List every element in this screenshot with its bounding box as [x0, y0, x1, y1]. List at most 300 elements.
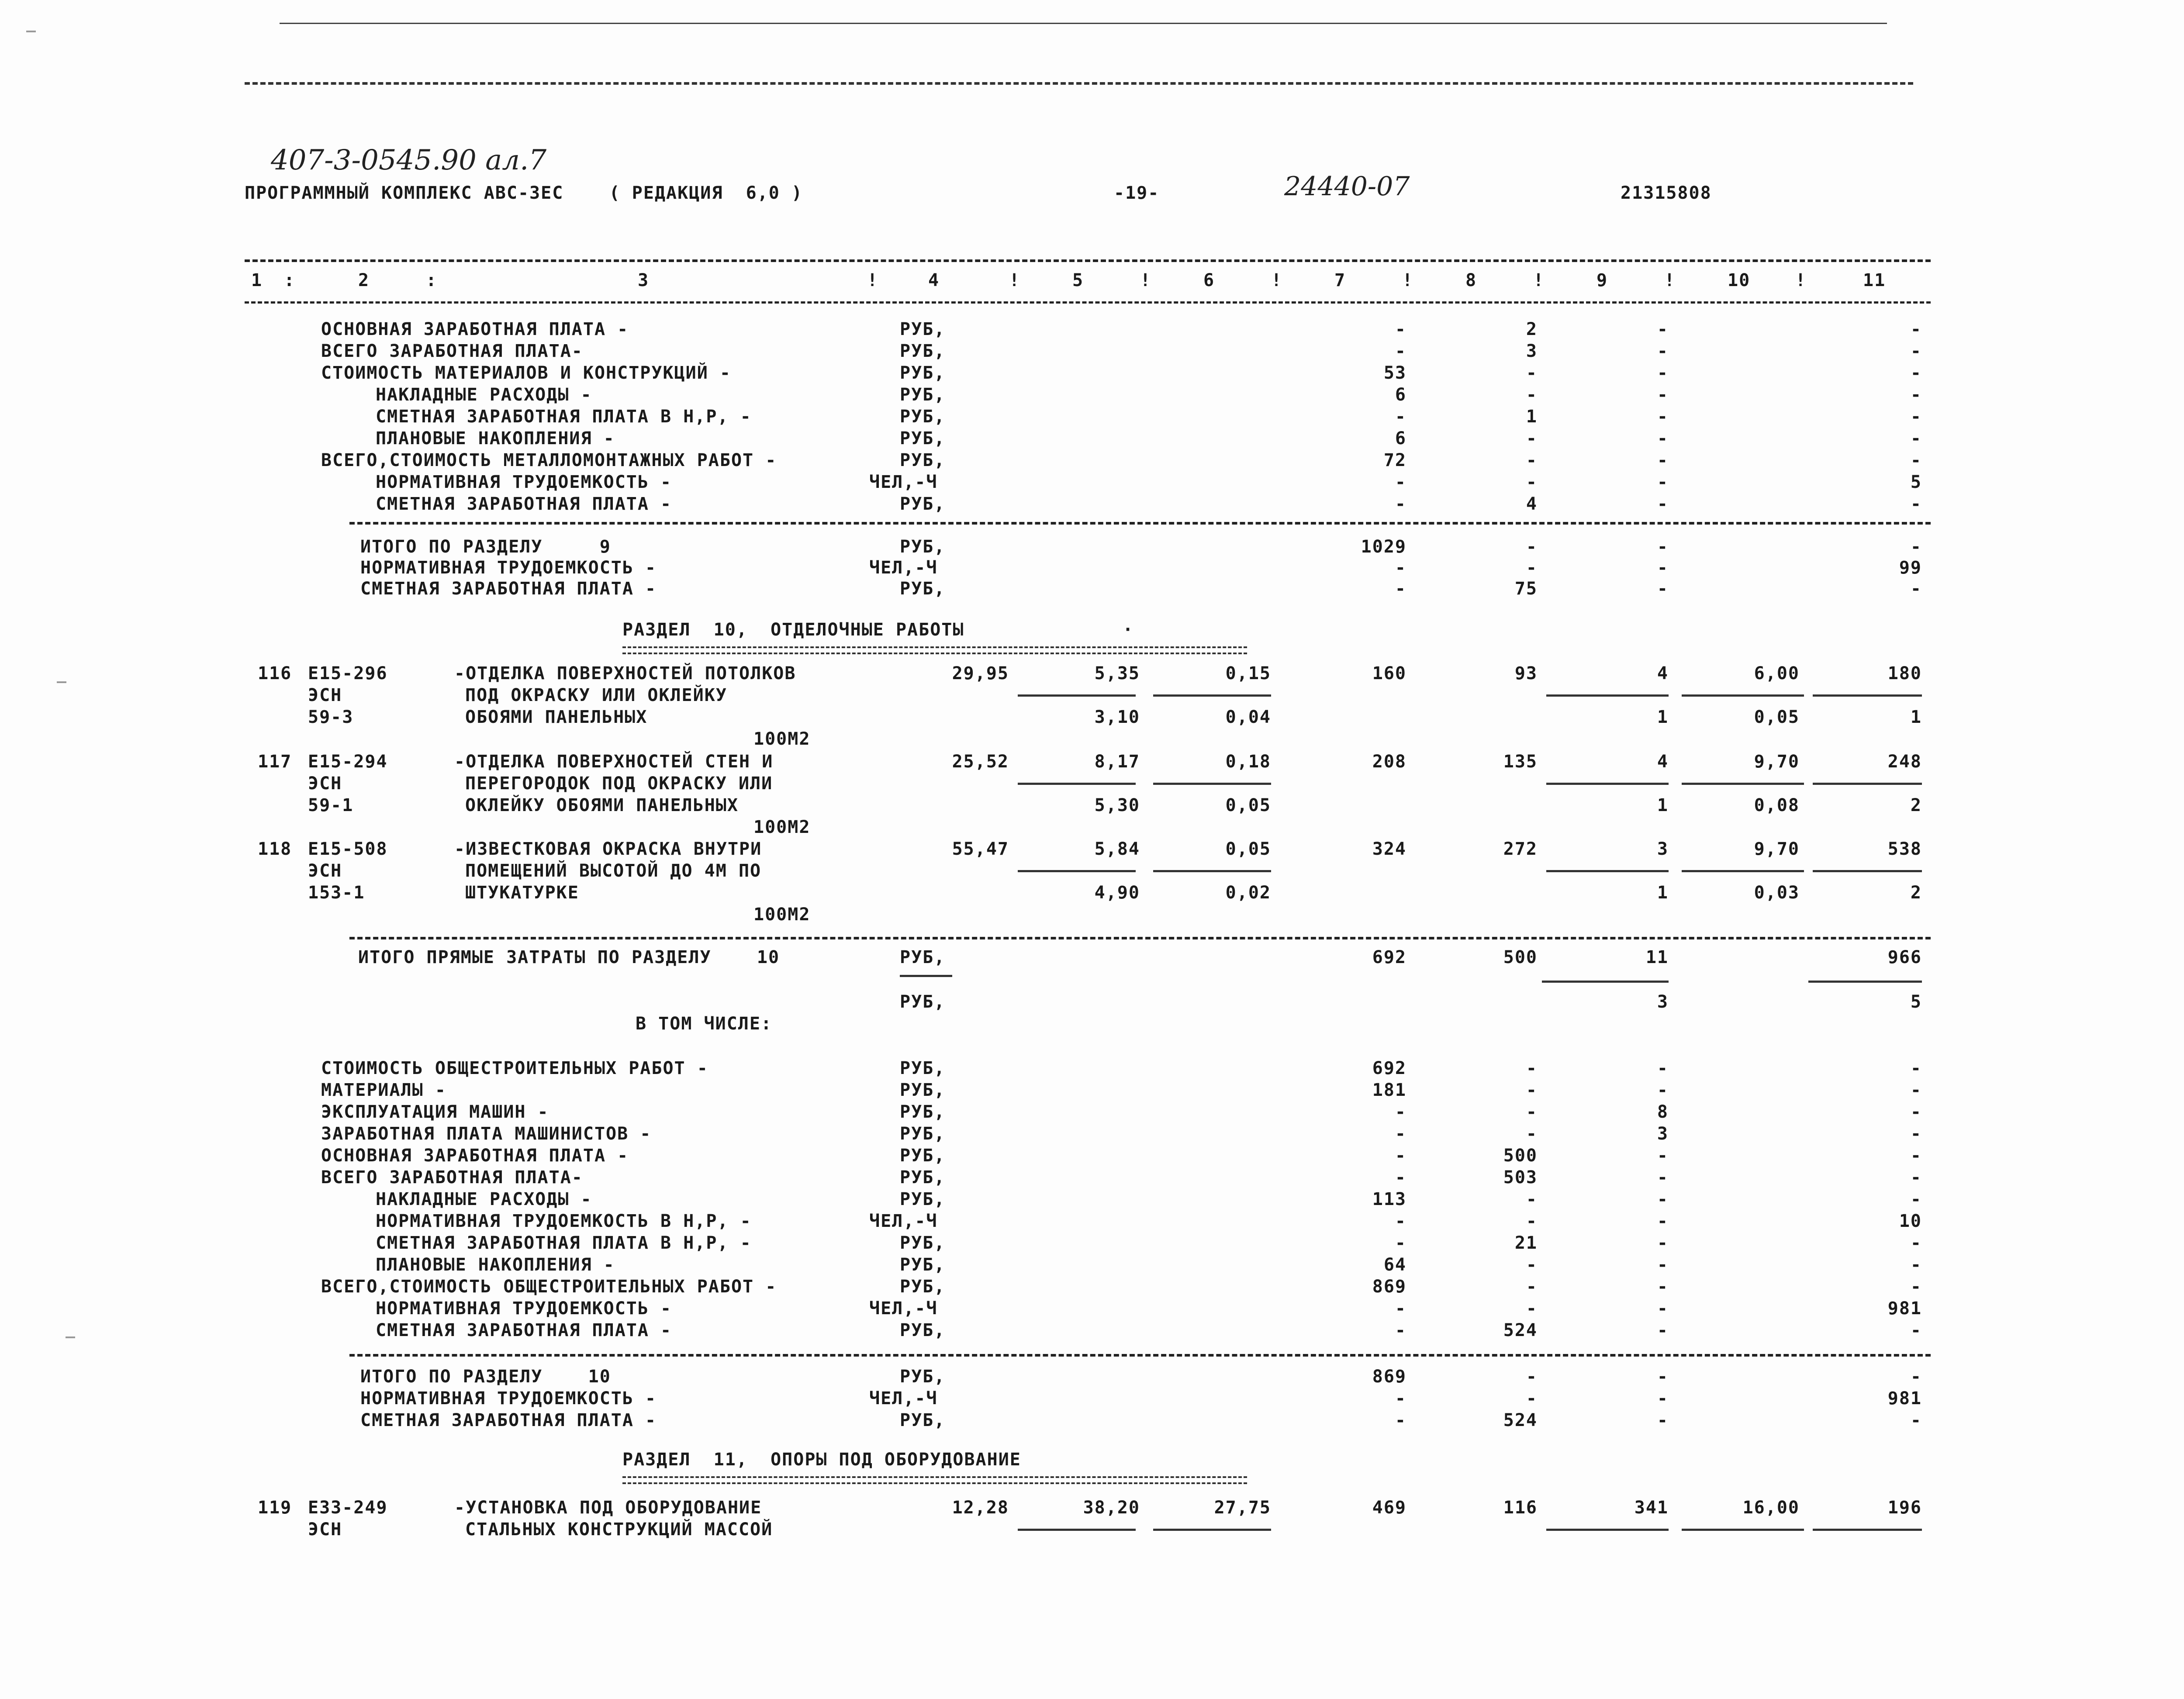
- item-description-2: ПОД ОКРАСКУ ИЛИ ОКЛЕЙКУ: [465, 685, 727, 705]
- row-label: ЭКСПЛУАТАЦИЯ МАШИН -: [321, 1102, 549, 1122]
- cell-underline: [1018, 1529, 1136, 1531]
- col-num-8: 8: [1465, 270, 1477, 290]
- col-sep: :: [426, 270, 438, 290]
- cell-underline: [1018, 783, 1136, 785]
- item-measure-unit: 100М2: [753, 905, 811, 925]
- cell-underline: [1153, 1529, 1271, 1531]
- item-number: 117: [258, 752, 292, 772]
- row-col9: -: [1657, 450, 1669, 470]
- item-description-3: ОБОЯМИ ПАНЕЛЬНЫХ: [465, 707, 648, 727]
- item-code-esn: ЭСН: [308, 774, 342, 794]
- item-col10-sub: 0,08: [1754, 795, 1800, 815]
- col-sep: !: [1795, 270, 1807, 290]
- item-code-ref: 59-3: [308, 707, 354, 727]
- row-col7: -: [1395, 472, 1406, 492]
- row-col9: -: [1657, 1233, 1669, 1253]
- row-col8: -: [1526, 472, 1538, 492]
- direct-costs-c11b: 5: [1910, 992, 1922, 1012]
- row-unit: РУБ,: [900, 363, 946, 383]
- item-description: -ИЗВЕСТКОВАЯ ОКРАСКА ВНУТРИ: [454, 839, 762, 859]
- row-col8: -: [1526, 1277, 1538, 1297]
- row-col8: -: [1526, 1367, 1538, 1387]
- item-col6-sub: 0,02: [1225, 883, 1271, 903]
- col-num-1: 1: [251, 270, 263, 290]
- item-col5: 5,84: [1094, 839, 1140, 859]
- cell-underline: [1682, 1529, 1804, 1531]
- item-col7: 324: [1372, 839, 1406, 859]
- row-col9: -: [1657, 385, 1669, 405]
- item-col11: 196: [1887, 1498, 1922, 1518]
- row-label: НОРМАТИВНАЯ ТРУДОЕМКОСТЬ -: [360, 558, 657, 578]
- item-col10-sub: 0,05: [1754, 707, 1800, 727]
- row-unit: РУБ,: [900, 428, 946, 449]
- row-col11: -: [1910, 1080, 1922, 1100]
- row-col11: -: [1910, 1255, 1922, 1275]
- row-col7: 6: [1395, 385, 1406, 405]
- row-col7: -: [1395, 319, 1406, 339]
- row-col7: -: [1395, 1102, 1406, 1122]
- item-col6-sub: 0,05: [1225, 795, 1271, 815]
- row-col8: -: [1526, 1255, 1538, 1275]
- row-label: НОРМАТИВНАЯ ТРУДОЕМКОСТЬ -: [360, 1388, 657, 1409]
- row-col11: 5: [1910, 472, 1922, 492]
- row-unit: РУБ,: [900, 385, 946, 405]
- row-col9: -: [1657, 341, 1669, 361]
- row-col8: 1: [1526, 407, 1538, 427]
- row-col9: -: [1657, 579, 1669, 599]
- row-col11: -: [1910, 1124, 1922, 1144]
- cell-underline: [1153, 870, 1271, 872]
- row-unit: РУБ,: [900, 1277, 946, 1297]
- row-col11: -: [1910, 494, 1922, 514]
- direct-costs-c11: 966: [1887, 947, 1922, 967]
- table-top-rule: [245, 259, 1931, 262]
- item-col5: 8,17: [1094, 752, 1140, 772]
- row-col7: -: [1395, 1320, 1406, 1340]
- row-label: ИТОГО ПО РАЗДЕЛУ 10: [360, 1367, 611, 1387]
- row-col9: 8: [1657, 1102, 1669, 1122]
- row-label: СМЕТНАЯ ЗАРАБОТНАЯ ПЛАТА В Н,Р, -: [376, 1233, 752, 1253]
- col-num-5: 5: [1072, 270, 1084, 290]
- row-label: МАТЕРИАЛЫ -: [321, 1080, 446, 1100]
- row-label: НОРМАТИВНАЯ ТРУДОЕМКОСТЬ -: [376, 472, 672, 492]
- item-col11-sub: 2: [1910, 795, 1922, 815]
- item-col10: 9,70: [1754, 752, 1800, 772]
- item-col4: 25,52: [952, 752, 1009, 772]
- row-col11: 99: [1899, 558, 1922, 578]
- section10-title-underline-2: [622, 653, 1247, 654]
- row-col7: 6: [1395, 428, 1406, 449]
- row-col11: -: [1910, 1320, 1922, 1340]
- item-col9-sub: 1: [1657, 795, 1669, 815]
- row-label: ИТОГО ПО РАЗДЕЛУ 9: [360, 537, 611, 557]
- section11-title: РАЗДЕЛ 11, ОПОРЫ ПОД ОБОРУДОВАНИЕ: [622, 1450, 1021, 1470]
- scan-mark: [57, 681, 66, 683]
- row-col9: -: [1657, 1146, 1669, 1166]
- item-number: 119: [258, 1498, 292, 1518]
- row-unit: РУБ,: [900, 1058, 946, 1078]
- row-col11: -: [1910, 1233, 1922, 1253]
- row-col7: 72: [1383, 450, 1406, 470]
- row-col11: -: [1910, 579, 1922, 599]
- row-col11: -: [1910, 319, 1922, 339]
- col-num-3: 3: [638, 270, 650, 290]
- row-label: НАКЛАДНЫЕ РАСХОДЫ -: [376, 385, 592, 405]
- row-col7: -: [1395, 1388, 1406, 1409]
- row-col7: 64: [1383, 1255, 1406, 1275]
- col-num-9: 9: [1597, 270, 1608, 290]
- cell-underline: [1018, 694, 1136, 697]
- row-col11: -: [1910, 428, 1922, 449]
- row-unit: РУБ,: [900, 1080, 946, 1100]
- section10-title-underline: [622, 646, 1247, 648]
- cell-underline: [1813, 783, 1922, 785]
- item-description-3: ШТУКАТУРКЕ: [465, 883, 579, 903]
- row-col11: -: [1910, 385, 1922, 405]
- item-description-2: СТАЛЬНЫХ КОНСТРУКЦИЙ МАССОЙ: [465, 1519, 773, 1540]
- item-code-ref: 59-1: [308, 795, 354, 815]
- row-col8: 524: [1503, 1410, 1538, 1430]
- item-col9: 341: [1634, 1498, 1669, 1518]
- row-col8: -: [1526, 1298, 1538, 1319]
- handwritten-doc-number: 407-3-0545.90 ал.7: [271, 144, 547, 176]
- row-label: СТОИМОСТЬ МАТЕРИАЛОВ И КОНСТРУКЦИЙ -: [321, 363, 731, 383]
- item-col5-sub: 4,90: [1094, 883, 1140, 903]
- row-label: СМЕТНАЯ ЗАРАБОТНАЯ ПЛАТА -: [376, 494, 672, 514]
- item-col5: 38,20: [1083, 1498, 1140, 1518]
- item-col5: 5,35: [1094, 663, 1140, 684]
- row-label: СМЕТНАЯ ЗАРАБОТНАЯ ПЛАТА -: [360, 1410, 657, 1430]
- row-col7: -: [1395, 1410, 1406, 1430]
- direct-costs-c9: 11: [1645, 947, 1669, 967]
- row-col9: -: [1657, 428, 1669, 449]
- item-col7: 160: [1372, 663, 1406, 684]
- row-col11: -: [1910, 1410, 1922, 1430]
- col-num-10: 10: [1728, 270, 1751, 290]
- cell-underline: [1682, 870, 1804, 872]
- document-number: 21315808: [1621, 183, 1712, 203]
- item-col8: 116: [1503, 1498, 1538, 1518]
- col-num-4: 4: [928, 270, 940, 290]
- item-code-esn: ЭСН: [308, 1519, 342, 1540]
- row-col8: -: [1526, 537, 1538, 557]
- row-col8: 3: [1526, 341, 1538, 361]
- direct-costs-c9b: 3: [1657, 992, 1669, 1012]
- row-col8: -: [1526, 385, 1538, 405]
- row-col11: -: [1910, 363, 1922, 383]
- top-rule: [280, 23, 1887, 24]
- row-col8: -: [1526, 1102, 1538, 1122]
- col-sep: :: [284, 270, 296, 290]
- row-col8: 75: [1514, 579, 1538, 599]
- item-col6: 0,05: [1225, 839, 1271, 859]
- row-unit: РУБ,: [900, 1124, 946, 1144]
- item-col7: 469: [1372, 1498, 1406, 1518]
- row-col11: -: [1910, 1102, 1922, 1122]
- row-col9: -: [1657, 494, 1669, 514]
- page-number: -19-: [1114, 183, 1160, 203]
- row-col8: 500: [1503, 1146, 1538, 1166]
- item-description: -УСТАНОВКА ПОД ОБОРУДОВАНИЕ: [454, 1498, 762, 1518]
- row-label: НАКЛАДНЫЕ РАСХОДЫ -: [376, 1189, 592, 1209]
- row-unit: ЧЕЛ,-Ч: [869, 558, 938, 578]
- row-col11: -: [1910, 1146, 1922, 1166]
- item-col10: 9,70: [1754, 839, 1800, 859]
- item-col4: 29,95: [952, 663, 1009, 684]
- section11-title-underline-2: [622, 1482, 1247, 1484]
- item-col10: 16,00: [1742, 1498, 1800, 1518]
- row-col7: -: [1395, 1233, 1406, 1253]
- row-col8: -: [1526, 363, 1538, 383]
- perforation-row: [245, 82, 1913, 85]
- item-code-ref: 153-1: [308, 883, 365, 903]
- row-col9: -: [1657, 1058, 1669, 1078]
- row-col9: 3: [1657, 1124, 1669, 1144]
- item-col6: 27,75: [1214, 1498, 1271, 1518]
- scan-mark: [66, 1336, 75, 1338]
- row-col8: -: [1526, 450, 1538, 470]
- row-col7: -: [1395, 1298, 1406, 1319]
- item-description-2: ПОМЕЩЕНИЙ ВЫСОТОЙ ДО 4М ПО: [465, 861, 762, 881]
- row-col8: -: [1526, 1211, 1538, 1231]
- row-unit: РУБ,: [900, 1255, 946, 1275]
- col-num-7: 7: [1334, 270, 1346, 290]
- row-unit: РУБ,: [900, 1320, 946, 1340]
- direct-costs-label: ИТОГО ПРЯМЫЕ ЗАТРАТЫ ПО РАЗДЕЛУ 10: [358, 947, 780, 967]
- cell-underline: [1546, 1529, 1669, 1531]
- row-col7: 1029: [1361, 537, 1406, 557]
- item-col11: 180: [1887, 663, 1922, 684]
- direct-costs-c8: 500: [1503, 947, 1538, 967]
- item-description: -ОТДЕЛКА ПОВЕРХНОСТЕЙ ПОТОЛКОВ: [454, 663, 796, 684]
- row-col7: 181: [1372, 1080, 1406, 1100]
- cell-underline: [1546, 694, 1669, 697]
- row-col11: -: [1910, 407, 1922, 427]
- row-unit: РУБ,: [900, 537, 946, 557]
- row-unit: РУБ,: [900, 341, 946, 361]
- row-col9: -: [1657, 1277, 1669, 1297]
- row-col9: -: [1657, 1189, 1669, 1209]
- row-col9: -: [1657, 558, 1669, 578]
- row-col11: -: [1910, 1167, 1922, 1188]
- row-col7: -: [1395, 1124, 1406, 1144]
- item-col6: 0,15: [1225, 663, 1271, 684]
- row-col7: -: [1395, 341, 1406, 361]
- row-label: СМЕТНАЯ ЗАРАБОТНАЯ ПЛАТА -: [360, 579, 657, 599]
- row-col11: -: [1910, 1189, 1922, 1209]
- row-label: ВСЕГО ЗАРАБОТНАЯ ПЛАТА-: [321, 341, 583, 361]
- cell-underline: [1546, 870, 1669, 872]
- col-sep: !: [1009, 270, 1021, 290]
- row-col7: 53: [1383, 363, 1406, 383]
- section10-total-rule: [349, 1354, 1931, 1357]
- row-col8: -: [1526, 1080, 1538, 1100]
- row-col7: 692: [1372, 1058, 1406, 1078]
- c11-underline: [1808, 981, 1922, 983]
- item-code-esn: ЭСН: [308, 861, 342, 881]
- unit-underline: [900, 975, 952, 977]
- direct-costs-unit-2: РУБ,: [900, 992, 946, 1012]
- item-measure-unit: 100М2: [753, 729, 811, 749]
- direct-costs-rule: [349, 937, 1931, 939]
- item-col8: 272: [1503, 839, 1538, 859]
- row-unit: ЧЕЛ,-Ч: [869, 1388, 938, 1409]
- row-label: НОРМАТИВНАЯ ТРУДОЕМКОСТЬ -: [376, 1298, 672, 1319]
- row-col8: -: [1526, 1058, 1538, 1078]
- cell-underline: [1682, 694, 1804, 697]
- row-col7: 869: [1372, 1277, 1406, 1297]
- item-measure-unit: 100М2: [753, 817, 811, 837]
- row-col7: -: [1395, 1146, 1406, 1166]
- row-col9: -: [1657, 537, 1669, 557]
- item-col9: 3: [1657, 839, 1669, 859]
- item-col11-sub: 2: [1910, 883, 1922, 903]
- cell-underline: [1813, 694, 1922, 697]
- col-sep: !: [1402, 270, 1414, 290]
- row-col11: -: [1910, 1367, 1922, 1387]
- row-col8: 524: [1503, 1320, 1538, 1340]
- row-label: ПЛАНОВЫЕ НАКОПЛЕНИЯ -: [376, 1255, 615, 1275]
- row-col11: -: [1910, 1277, 1922, 1297]
- row-label: СТОИМОСТЬ ОБЩЕСТРОИТЕЛЬНЫХ РАБОТ -: [321, 1058, 708, 1078]
- direct-costs-unit: РУБ,: [900, 947, 946, 967]
- row-unit: ЧЕЛ,-Ч: [869, 472, 938, 492]
- col-sep: !: [867, 270, 879, 290]
- including-label: В ТОМ ЧИСЛЕ:: [636, 1014, 772, 1034]
- row-col9: -: [1657, 1211, 1669, 1231]
- col-sep: !: [1271, 270, 1283, 290]
- cell-underline: [1153, 783, 1271, 785]
- row-unit: РУБ,: [900, 319, 946, 339]
- row-col11: -: [1910, 450, 1922, 470]
- col-num-6: 6: [1203, 270, 1215, 290]
- cell-underline: [1153, 694, 1271, 697]
- row-col9: -: [1657, 1298, 1669, 1319]
- row-col7: -: [1395, 1167, 1406, 1188]
- col-num-2: 2: [358, 270, 370, 290]
- item-col10-sub: 0,03: [1754, 883, 1800, 903]
- c9-underline: [1542, 981, 1669, 983]
- row-col8: 21: [1514, 1233, 1538, 1253]
- row-col8: 503: [1503, 1167, 1538, 1188]
- row-col11: 10: [1899, 1211, 1922, 1231]
- col-sep: !: [1140, 270, 1152, 290]
- row-unit: РУБ,: [900, 1102, 946, 1122]
- item-code: Е15-508: [308, 839, 388, 859]
- row-col11: -: [1910, 341, 1922, 361]
- col-num-11: 11: [1863, 270, 1886, 290]
- row-unit: РУБ,: [900, 1189, 946, 1209]
- row-unit: ЧЕЛ,-Ч: [869, 1211, 938, 1231]
- scan-mark: [26, 31, 36, 32]
- row-col7: -: [1395, 558, 1406, 578]
- row-unit: ЧЕЛ,-Ч: [869, 1298, 938, 1319]
- row-label: ПЛАНОВЫЕ НАКОПЛЕНИЯ -: [376, 428, 615, 449]
- row-col9: -: [1657, 1320, 1669, 1340]
- cell-underline: [1813, 870, 1922, 872]
- row-col8: -: [1526, 1124, 1538, 1144]
- row-label: ВСЕГО,СТОИМОСТЬ ОБЩЕСТРОИТЕЛЬНЫХ РАБОТ -: [321, 1277, 777, 1297]
- row-col9: -: [1657, 1367, 1669, 1387]
- row-col9: -: [1657, 363, 1669, 383]
- col-sep: !: [1664, 270, 1676, 290]
- item-col8: 135: [1503, 752, 1538, 772]
- item-col4: 55,47: [952, 839, 1009, 859]
- row-col9: -: [1657, 1080, 1669, 1100]
- row-label: ОСНОВНАЯ ЗАРАБОТНАЯ ПЛАТА -: [321, 1146, 629, 1166]
- row-col7: 113: [1372, 1189, 1406, 1209]
- row-col11: 981: [1887, 1388, 1922, 1409]
- item-col9: 4: [1657, 752, 1669, 772]
- row-col9: -: [1657, 319, 1669, 339]
- row-unit: РУБ,: [900, 1410, 946, 1430]
- row-label: СМЕТНАЯ ЗАРАБОТНАЯ ПЛАТА -: [376, 1320, 672, 1340]
- item-col9-sub: 1: [1657, 707, 1669, 727]
- row-col9: -: [1657, 1388, 1669, 1409]
- col-sep: !: [1533, 270, 1545, 290]
- item-col5-sub: 3,10: [1094, 707, 1140, 727]
- row-col8: -: [1526, 558, 1538, 578]
- row-label: ЗАРАБОТНАЯ ПЛАТА МАШИНИСТОВ -: [321, 1124, 652, 1144]
- program-title: ПРОГРАММНЫЙ КОМПЛЕКС АВС-3ЕС ( РЕДАКЦИЯ 6,0 ): [245, 183, 803, 203]
- item-description-3: ОКЛЕЙКУ ОБОЯМИ ПАНЕЛЬНЫХ: [465, 795, 739, 815]
- item-number: 116: [258, 663, 292, 684]
- row-col9: -: [1657, 407, 1669, 427]
- row-col7: -: [1395, 579, 1406, 599]
- item-col9-sub: 1: [1657, 883, 1669, 903]
- item-col7: 208: [1372, 752, 1406, 772]
- row-col7: -: [1395, 494, 1406, 514]
- row-unit: РУБ,: [900, 407, 946, 427]
- row-unit: РУБ,: [900, 1233, 946, 1253]
- cell-underline: [1682, 783, 1804, 785]
- row-col11: -: [1910, 1058, 1922, 1078]
- row-unit: РУБ,: [900, 450, 946, 470]
- row-unit: РУБ,: [900, 1367, 946, 1387]
- item-description-2: ПЕРЕГОРОДОК ПОД ОКРАСКУ ИЛИ: [465, 774, 773, 794]
- item-col11: 248: [1887, 752, 1922, 772]
- item-col6: 0,18: [1225, 752, 1271, 772]
- row-col9: -: [1657, 1410, 1669, 1430]
- row-col11: -: [1910, 537, 1922, 557]
- header-bottom-rule: [245, 301, 1931, 304]
- item-code: Е33-249: [308, 1498, 388, 1518]
- row-label: ОСНОВНАЯ ЗАРАБОТНАЯ ПЛАТА -: [321, 319, 629, 339]
- item-col11-sub: 1: [1910, 707, 1922, 727]
- direct-costs-c7: 692: [1372, 947, 1406, 967]
- section10-title: РАЗДЕЛ 10, ОТДЕЛОЧНЫЕ РАБОТЫ: [622, 620, 964, 640]
- row-col8: 2: [1526, 319, 1538, 339]
- item-number: 118: [258, 839, 292, 859]
- row-col9: -: [1657, 472, 1669, 492]
- row-col9: -: [1657, 1255, 1669, 1275]
- row-label: НОРМАТИВНАЯ ТРУДОЕМКОСТЬ В Н,Р, -: [376, 1211, 752, 1231]
- cell-underline: [1813, 1529, 1922, 1531]
- item-col4: 12,28: [952, 1498, 1009, 1518]
- row-col8: 4: [1526, 494, 1538, 514]
- section9-total-rule: [349, 522, 1931, 525]
- cell-underline: [1546, 783, 1669, 785]
- item-code: Е15-296: [308, 663, 388, 684]
- row-col7: 869: [1372, 1367, 1406, 1387]
- row-unit: РУБ,: [900, 494, 946, 514]
- row-label: СМЕТНАЯ ЗАРАБОТНАЯ ПЛАТА В Н,Р, -: [376, 407, 752, 427]
- item-col8: 93: [1514, 663, 1538, 684]
- row-label: ВСЕГО,СТОИМОСТЬ МЕТАЛЛОМОНТАЖНЫХ РАБОТ -: [321, 450, 777, 470]
- section11-title-underline: [622, 1476, 1247, 1478]
- row-label: ВСЕГО ЗАРАБОТНАЯ ПЛАТА-: [321, 1167, 583, 1188]
- row-unit: РУБ,: [900, 579, 946, 599]
